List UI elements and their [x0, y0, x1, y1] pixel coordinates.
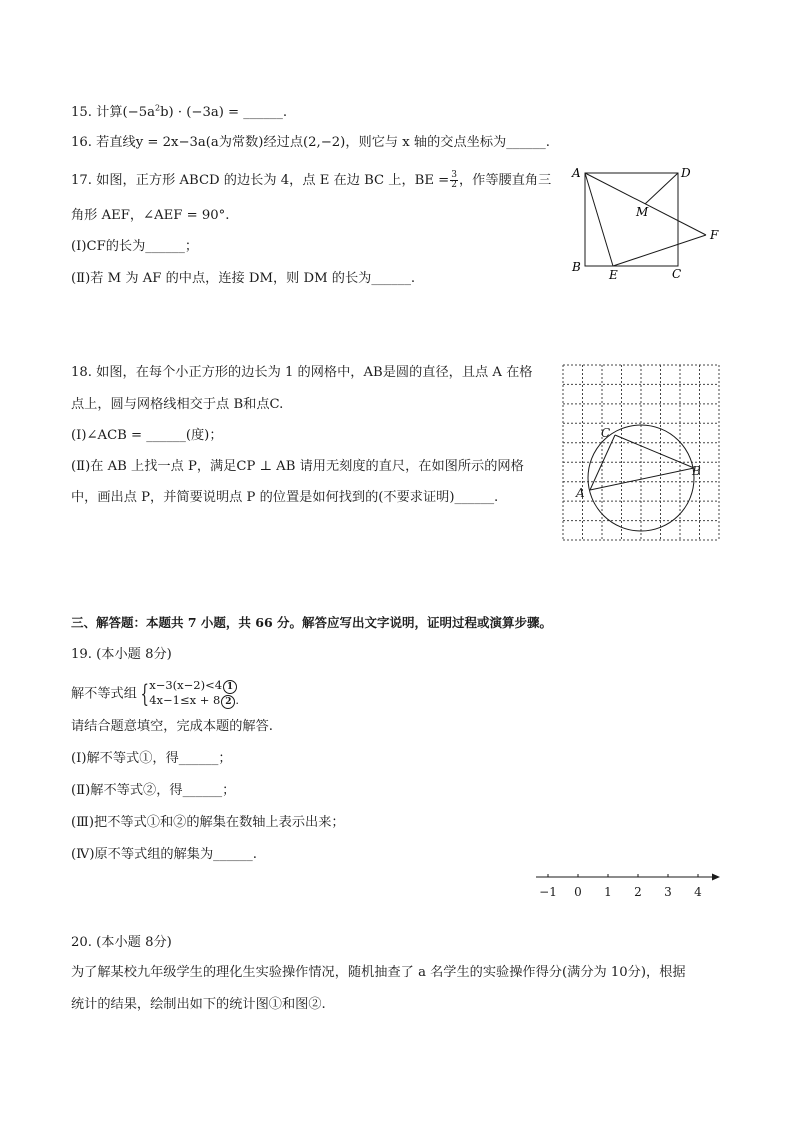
q17-part2: (Ⅱ)若 M 为 AF 的中点，连接 DM，则 DM 的长为______.: [71, 271, 416, 286]
q15-text-pre: 15. 计算(−5a: [71, 105, 155, 120]
q19-header: 19. (本小题 8分): [71, 647, 172, 662]
q15-sup: 2: [155, 103, 161, 113]
segment-dm: [645, 173, 678, 204]
axis-tick-label: 3: [664, 885, 672, 899]
segment-ef: [613, 235, 706, 266]
q17-line1: [71, 171, 551, 190]
axis-tick-label: −1: [539, 885, 557, 899]
axis-arrow-icon: [712, 874, 720, 881]
label-a: A: [572, 166, 581, 180]
q19-number-line: [530, 868, 725, 902]
q18-part2-line2: 中，画出点 P，并简要说明点 P 的位置是如何找到的(不要求证明)______.: [71, 490, 499, 505]
label-b: B: [572, 260, 581, 274]
q19-system: [149, 679, 239, 709]
axis-tick-label: 0: [574, 885, 582, 899]
q19-part3: (Ⅲ)把不等式①和②的解集在数轴上表示出来；: [71, 815, 345, 830]
q19-mark1: 1: [223, 680, 237, 694]
q19-ineq2: 4x−1≤x + 8: [149, 693, 221, 707]
q19-ineq2-row: [149, 694, 239, 709]
q17-line2: 角形 AEF，∠AEF = 90°.: [71, 208, 230, 223]
segment-ab: [590, 468, 694, 490]
q19-system-line: [71, 679, 239, 709]
segment-ae: [585, 173, 613, 266]
section3-title: 三、解答题：本题共 7 小题，共 66 分。解答应写出文字说明，证明过程或演算步骤。: [71, 615, 553, 630]
q19-brace: {: [140, 680, 149, 708]
q17-square-figure: [560, 160, 730, 285]
q19-instruction: 请结合题意填空，完成本题的解答.: [71, 719, 274, 734]
axis-tick-label: 2: [634, 885, 642, 899]
q18-line1: 18. 如图，在每个小正方形的边长为 1 的网格中，AB是圆的直径，且点 A 在格: [71, 365, 533, 380]
label-d: D: [681, 166, 691, 180]
axis-tick-label: 4: [694, 885, 702, 899]
q18-grid-figure: [558, 360, 724, 545]
q18-grid: [563, 365, 719, 540]
grid-label-b: B: [692, 464, 701, 478]
q15-text-post: b) · (−3a) = ______.: [160, 105, 288, 120]
label-f: F: [710, 228, 719, 242]
label-e: E: [609, 268, 618, 282]
q20-header: 20. (本小题 8分): [71, 935, 172, 950]
q17-fraction: [450, 171, 458, 190]
q19-part2: (Ⅱ)解不等式②，得______；: [71, 783, 236, 798]
q19-tail: .: [235, 693, 240, 707]
q19-part1: (Ⅰ)解不等式①，得______；: [71, 751, 232, 766]
q16-line: 16. 若直线y = 2x−3a(a为常数)经过点(2,−2)，则它与 x 轴的交点坐标为______.: [71, 135, 550, 150]
grid-label-a: A: [576, 486, 585, 500]
grid-label-c: C: [601, 426, 611, 440]
label-c: C: [672, 267, 682, 281]
q18-part1: (Ⅰ)∠ACB = ______(度)；: [71, 428, 223, 443]
q20-line2: 统计的结果，绘制出如下的统计图①和图②.: [71, 997, 326, 1012]
label-m: M: [636, 205, 649, 219]
q20-line1: 为了解某校九年级学生的理化生实验操作情况，随机抽查了 a 名学生的实验操作得分(满分为 10分)，根据: [71, 965, 686, 980]
q19-intro: 解不等式组: [71, 686, 137, 702]
q18-line2: 点上，圆与网格线相交于点 B和点C.: [71, 397, 284, 412]
q17-frac-den: 2: [451, 180, 457, 190]
q19-mark2: 2: [221, 695, 235, 709]
q17-frac-num: 3: [451, 170, 457, 180]
axis-tick-label: 1: [604, 885, 612, 899]
q18-part2-line1: (Ⅱ)在 AB 上找一点 P，满足CP ⊥ AB 请用无刻度的直尺，在如图所示的网格: [71, 459, 524, 474]
q19-ineq1-row: [149, 679, 239, 694]
q19-part4: (Ⅳ)原不等式组的解集为______.: [71, 847, 257, 862]
segment-cb: [615, 435, 694, 468]
q17-line1-pre: 17. 如图，正方形 ABCD 的边长为 4，点 E 在边 BC 上，BE =: [71, 173, 450, 188]
q17-part1: (Ⅰ)CF的长为______；: [71, 239, 199, 254]
q17-line1-post: ，作等腰直角三: [458, 173, 552, 188]
q19-ineq1: x−3(x−2)<4: [149, 678, 223, 692]
q15-line: [71, 104, 287, 122]
